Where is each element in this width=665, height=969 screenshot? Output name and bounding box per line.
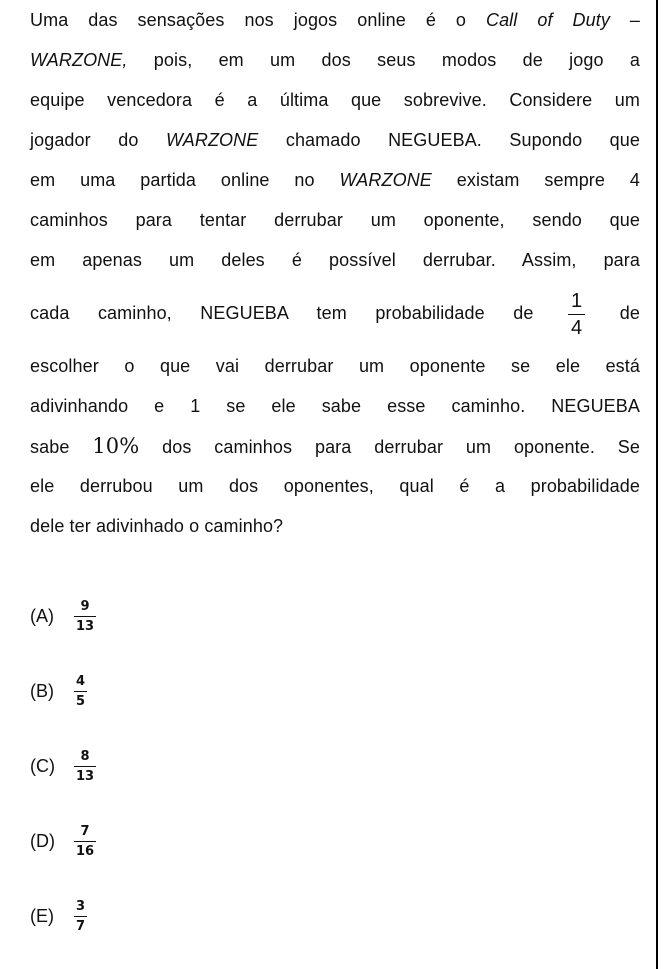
text-run: chamado NEGUEBA. Supondo que: [258, 130, 641, 150]
text-run: dele ter adivinhado o caminho?: [30, 516, 284, 536]
question-line: [30, 0, 640, 40]
text-run: caminhos para tentar derrubar um oponente, sendo que: [30, 210, 640, 230]
text-run: jogador do: [30, 130, 166, 150]
question-line: [30, 346, 640, 386]
text-run: Uma das sensações nos jogos online é o: [30, 10, 486, 30]
fraction-denominator: 16: [76, 843, 95, 859]
fraction-denominator: 7: [76, 918, 86, 934]
text-run: WARZONE: [339, 170, 432, 190]
text-run: cada caminho, NEGUEBA tem probabilidade de: [30, 303, 534, 323]
option-label: (B): [30, 680, 54, 701]
text-run: equipe vencedora é a última que sobrevive. Considere um: [30, 90, 640, 110]
text-run: WARZONE,: [30, 50, 128, 70]
inline-fraction: [568, 291, 585, 338]
question-line: [30, 466, 640, 506]
option-fraction: [74, 750, 96, 783]
option-fraction: [74, 825, 96, 858]
option-label: (E): [30, 905, 54, 926]
question-line: [30, 120, 640, 160]
option-b[interactable]: [30, 661, 87, 721]
text-run: Call of Duty –: [485, 10, 640, 30]
text-run: dos caminhos para derrubar um oponente. Se: [139, 437, 640, 457]
option-fraction: [74, 900, 87, 933]
fraction-numerator: 7: [74, 825, 96, 842]
fraction-denominator: 13: [76, 618, 95, 634]
text-run: WARZONE: [165, 130, 259, 150]
option-label: (D): [30, 830, 55, 851]
question-line: [30, 426, 640, 466]
text-run: ele derrubou um dos oponentes, qual é a probabilidade: [30, 476, 640, 496]
fraction-denominator: 13: [76, 768, 95, 784]
question-line: [30, 200, 640, 240]
fraction-numerator: 4: [74, 675, 87, 692]
option-label: (C): [30, 755, 55, 776]
fraction-numerator: 3: [74, 900, 87, 917]
option-fraction: [74, 675, 87, 708]
fraction-numerator: 1: [568, 291, 585, 315]
option-e[interactable]: [30, 886, 87, 946]
option-a[interactable]: [30, 586, 96, 646]
question-text: [30, 0, 640, 546]
option-label: (A): [30, 605, 54, 626]
fraction-denominator: 5: [76, 693, 86, 709]
question-line: [30, 386, 640, 426]
text-run: de: [619, 303, 640, 323]
fraction-numerator: 9: [74, 600, 96, 617]
question-line: [30, 506, 640, 546]
option-fraction: [74, 600, 96, 633]
text-run: em uma partida online no: [30, 170, 340, 190]
text-run: em apenas um deles é possível derrubar. Assim, para: [30, 250, 640, 270]
fraction-denominator: 4: [571, 316, 583, 339]
text-run: escolher o que vai derrubar um oponente se ele está: [30, 356, 640, 376]
option-c[interactable]: [30, 736, 96, 796]
question-line: [30, 40, 640, 80]
text-run: existam sempre 4: [431, 170, 640, 190]
question-line: [30, 280, 640, 346]
page-border-line: [656, 0, 658, 969]
text-run: pois, em um dos seus modos de jogo a: [127, 50, 640, 70]
question-line: [30, 80, 640, 120]
option-d[interactable]: [30, 811, 96, 871]
fraction-numerator: 8: [74, 750, 96, 767]
text-run: adivinhando e 1 se ele sabe esse caminho. NEGUEBA: [30, 396, 640, 416]
text-run: 10%: [92, 434, 140, 458]
text-run: sabe: [30, 437, 93, 457]
question-line: [30, 240, 640, 280]
question-line: [30, 160, 640, 200]
